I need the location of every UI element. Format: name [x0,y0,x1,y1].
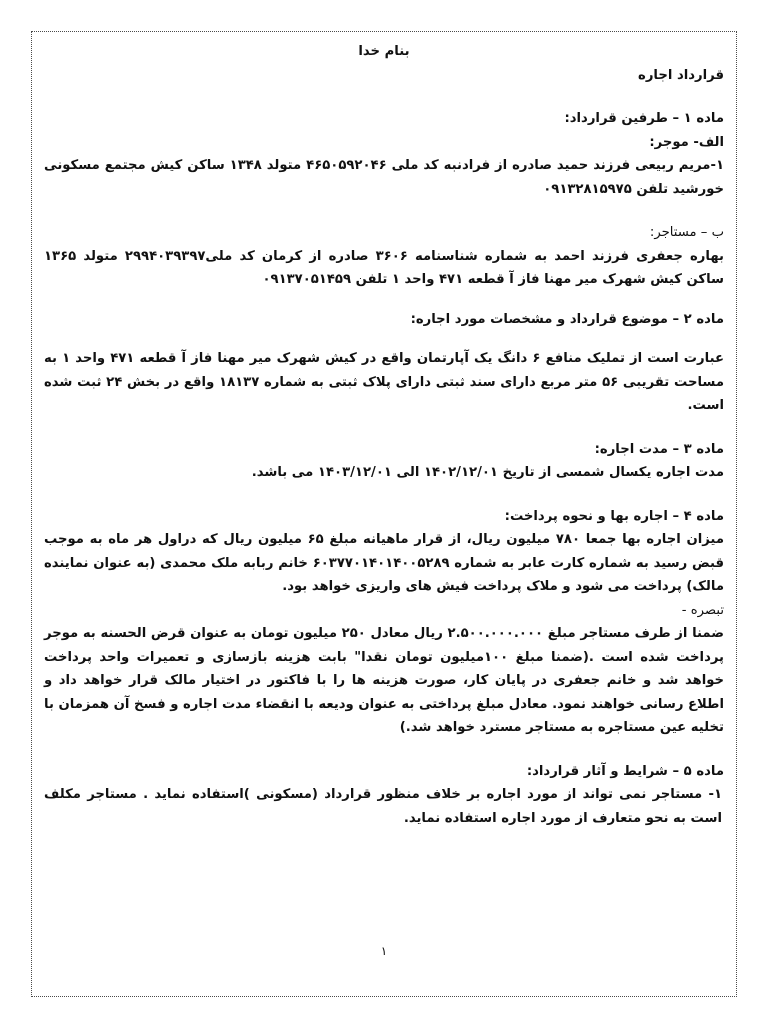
page-number: ۱ [380,944,388,958]
note-label: تبصره - [681,602,724,618]
lessee-details: بهاره جعفری فرزند احمد به شماره شناسنامه ۳۶۰۶ صادره از کرمان کد ملی۲۹۹۴۰۳۹۳۹۷ متولد ۱۳۶۵ ساکن کیش شهرک میر مهنا فاز آ قطعه ۴۷۱ واحد ۱ تلفن ۰۹۱۳۷۰۵۱۴۵۹ [44,248,724,287]
article-5-item-1: ۱- مستاجر نمی تواند از مورد اجاره بر خلاف منظور قرارداد (مسکونی )استفاده نماید . مستاجر مکلف است به نحو متعارف از مورد اجاره استفاده نماید. [44,787,722,826]
contract-title: قرارداد اجاره [638,67,724,83]
article-2-heading: ماده ۲ – موضوع قرارداد و مشخصات مورد اجاره: [410,311,724,327]
article-4-heading: ماده ۴ – اجاره بها و نحوه پرداخت: [504,508,724,524]
article-2-text: عبارت است از تملیک منافع ۶ دانگ یک آپارتمان واقع در کیش شهرک میر مهنا فاز آ قطعه ۴۷۱ واحد ۱ به مساحت تقریبی ۵۶ متر مربع دارای سند ثبتی دارای پلاک ثبتی به شماره ۱۸۱۳۷ واقع در بخش ۲۴ ثبت شده است. [44,351,724,413]
lessor-details: ۱-مریم ربیعی فرزند حمید صادره از فرادنبه کد ملی ۴۶۵۰۵۹۲۰۴۶ متولد ۱۳۴۸ ساکن کیش مجتمع مسکونی خورشید تلفن ۰۹۱۳۲۸۱۵۹۷۵ [44,158,724,197]
article-3-text: مدت اجاره یکسال شمسی از تاریخ ۱۴۰۲/۱۲/۰۱ الی ۱۴۰۳/۱۲/۰۱ می باشد. [251,465,724,480]
article-3-heading: ماده ۳ – مدت اجاره: [594,441,724,457]
bismillah-heading: بنام خدا [358,44,410,59]
lessor-heading: الف- موجر: [649,134,724,150]
contract-document [44,40,724,830]
note-text: ضمنا از طرف مستاجر مبلغ ۲.۵۰۰.۰۰۰.۰۰۰ ریال معادل ۲۵۰ میلیون تومان به عنوان قرض الحسنه به موجر پرداخت شده است .(ضمنا مبلغ ۱۰۰میلیون تومان نقدا" بابت هزینه بازسازی و تعمیرات واحد پرداخت خواهد شد و خانم جعفری در پایان کار، صورت هزینه ها را با فاکتور در اختیار مالک قرار خواهد داد و اطلاع رسانی خواهند نمود. معادل مبلغ پرداختی به عنوان ودیعه با انقضاء مدت اجاره و فسخ آن همزمان با تخلیه عین مستاجره به مستاجر مسترد خواهد شد.) [44,626,724,735]
article-5-heading: ماده ۵ – شرایط و آثار قرارداد: [526,763,724,779]
article-1-heading: ماده ۱ – طرفین قرارداد: [564,111,724,126]
article-4-text: میزان اجاره بها جمعا ۷۸۰ میلیون ریال، از قرار ماهیانه مبلغ ۶۵ میلیون ریال که دراول هر ماه به موجب قبض رسید به شماره کارت عابر به شماره ۶۰۳۷۷۰۱۴۰۱۴۰۰۵۲۸۹ خانم ربابه ملک محمدی (به عنوان نماینده مالک) پرداخت می شود و ملاک پرداخت فیش های واریزی خواهد بود. [44,532,724,594]
lessee-heading: ب – مستاجر: [649,225,724,240]
